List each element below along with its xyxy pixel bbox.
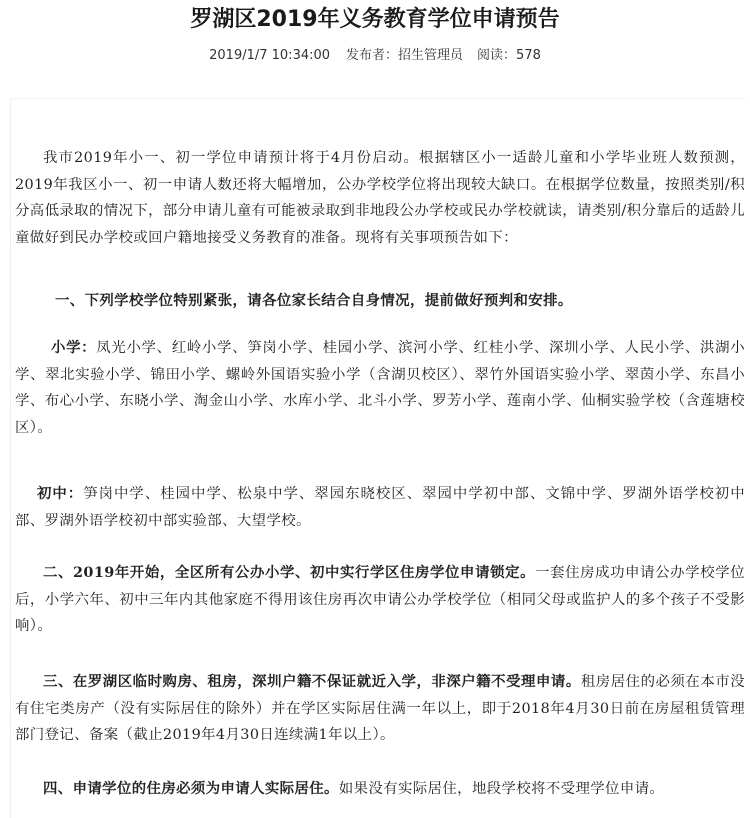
item1-heading: 一、下列学校学位特别紧张，请各位家长结合自身情况，提前做好预判和安排。: [55, 292, 573, 309]
intro-paragraph: 我市2019年小一、初一学位申请预计将于4月份启动。根据辖区小一适龄儿童和小学毕业班人数预测，2019年我区小一、初一申请人数还将大幅增加，公办学校学位将出现较大缺口。在根据学位数量，按照类别/积分高低录取的情况下，部分申请儿童有可能被录取到非地段公办学校或民办学校就读，请类别/积分靠后的适龄儿童做好到民办学校或回户籍地接受义务教育的准备。现将有关事项预告如下：: [15, 150, 745, 246]
item3-paragraph: [15, 669, 745, 749]
item2-heading: 二、2019年开始，全区所有公办小学、初中实行学区住房学位申请锁定。: [43, 564, 536, 581]
primary-label: 小学：: [51, 339, 97, 356]
publisher: 发布者：招生管理员: [346, 48, 464, 63]
item3-text: 租房居住的必须在本市没有住宅类房产（没有实际居住的除外）并在学区实际居住满一年以上，即于2018年4月30日前在房屋租赁管理部门登记、备案（截止2019年4月30日连续满1年以上）。: [15, 674, 745, 743]
item4-heading: 四、申请学位的住房必须为申请人实际居住。: [43, 780, 339, 797]
item4-paragraph: [15, 776, 745, 803]
page-title: 罗湖区2019年义务教育学位申请预告: [190, 7, 560, 32]
item2-paragraph: [15, 560, 745, 640]
middle-schools-list: 笋岗中学、桂园中学、松泉中学、翠园东晓校区、翠园中学初中部、文锦中学、罗湖外语学校初中部、罗湖外语学校初中部实验部、大望学校。: [15, 486, 746, 529]
item3-heading: 三、在罗湖区临时购房、租房，深圳户籍不保证就近入学，非深户籍不受理申请。: [43, 673, 581, 690]
primary-schools-paragraph: [15, 335, 745, 441]
middle-label: 初中：: [37, 485, 84, 502]
article-body: [10, 98, 746, 818]
article-meta: [0, 46, 750, 66]
primary-schools-list: 凤光小学、红岭小学、笋岗小学、桂园小学、滨河小学、红桂小学、深圳小学、人民小学、洪湖小学、翠北实验小学、锦田小学、螺岭外国语实验小学（含湖贝校区）、翠竹外国语实验小学、翠茵小学、东昌小学、布心小学、东晓小学、淘金山小学、水库小学、北斗小学、罗芳小学、莲南小学、仙桐实验学校（含莲塘校区）。: [15, 340, 745, 436]
item4-text: 如果没有实际居住，地段学校将不受理学位申请。: [338, 781, 665, 797]
publish-date: 2019/1/7 10:34:00: [209, 48, 331, 63]
read-count: 阅读：578: [477, 48, 541, 63]
middle-schools-paragraph: [15, 481, 745, 534]
item2-text: 一套住房成功申请公办学校学位后，小学六年、初中三年内其他家庭不得用该住房再次申请公办学校学位（相同父母或监护人的多个孩子不受影响）。: [15, 565, 746, 634]
